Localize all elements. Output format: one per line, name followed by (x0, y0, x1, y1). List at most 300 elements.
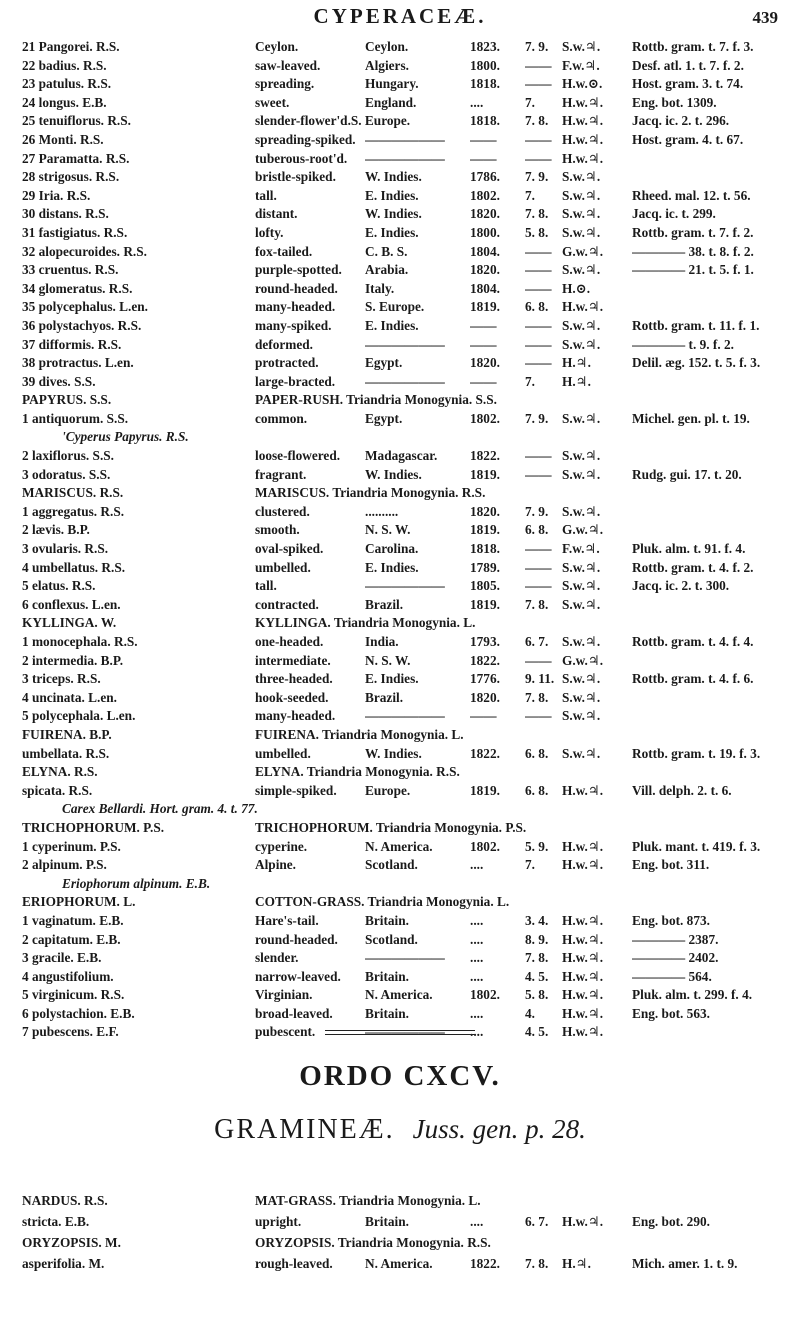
species-name: spicata. R.S. (22, 782, 93, 798)
year-introduced: 1776. (470, 671, 500, 687)
native-country: E. Indies. (365, 671, 419, 687)
english-name: intermediate. (255, 652, 331, 668)
culture-symbol: H.w.♃. (562, 1024, 604, 1040)
english-name: Hare's-tail. (255, 912, 319, 928)
species-name: 36 polystachyos. R.S. (22, 317, 142, 333)
culture-symbol: F.w.♃. (562, 541, 600, 557)
culture-symbol: S.w.♃. (562, 634, 601, 649)
year-introduced: .... (470, 931, 484, 947)
year-introduced: 1820. (470, 355, 500, 371)
species-name: 37 difformis. R.S. (22, 336, 122, 352)
native-country: —————— (365, 373, 445, 389)
figure-reference: Host. gram. 3. t. 74. (632, 76, 744, 92)
year-introduced: .... (470, 968, 484, 984)
culture-symbol: H.w.♃. (562, 113, 604, 129)
year-introduced: 1823. (470, 39, 500, 54)
year-introduced: 1793. (470, 634, 500, 649)
english-name: fragrant. (255, 466, 307, 482)
english-name: many-headed. (255, 708, 336, 724)
native-country: —————— (365, 131, 445, 147)
species-row (0, 243, 800, 262)
culture-symbol: S.w.♃. (562, 559, 601, 575)
culture-symbol: H.w.♃. (562, 838, 604, 854)
species-name: 2 alpinum. P.S. (22, 857, 107, 873)
section-rule-bottom (325, 1034, 475, 1035)
figure-reference: ———— 564. (632, 968, 712, 984)
year-introduced: 1819. (470, 782, 500, 798)
species-name: 39 dives. S.S. (22, 373, 96, 389)
species-row (0, 1005, 800, 1024)
figure-reference: Desf. atl. 1. t. 7. f. 2. (632, 57, 744, 73)
species-name: 2 laxiflorus. S.S. (22, 448, 114, 464)
genus-classification: FUIRENA. Triandria Monogynia. L. (255, 726, 464, 742)
flowering-months: —— (525, 559, 552, 575)
species-name: 2 capitatum. E.B. (22, 931, 121, 947)
genus-classification: KYLLINGA. Triandria Monogynia. L. (255, 615, 476, 631)
native-country: England. (365, 94, 417, 110)
year-introduced: 1819. (470, 466, 500, 482)
species-name: 33 cruentus. R.S. (22, 262, 119, 278)
genus-row (0, 893, 800, 912)
year-introduced: —— (470, 150, 497, 166)
english-name: round-headed. (255, 280, 338, 296)
species-row (0, 912, 800, 931)
culture-symbol: H.w.♃. (562, 931, 604, 947)
year-introduced: —— (470, 336, 497, 352)
english-name: hook-seeded. (255, 689, 329, 705)
year-introduced: 1819. (470, 299, 500, 315)
native-country: W. Indies. (365, 745, 422, 761)
genus-name: NARDUS. R.S. (22, 1193, 108, 1208)
genus-classification: PAPER-RUSH. Triandria Monogynia. S.S. (255, 392, 497, 408)
native-country: W. Indies. (365, 169, 422, 185)
genus-name: FUIRENA. B.P. (22, 726, 112, 742)
year-introduced: 1822. (470, 745, 500, 761)
species-name: 27 Paramatta. R.S. (22, 150, 130, 166)
flowering-months: 6. 8. (525, 782, 549, 798)
figure-reference: ———— t. 9. f. 2. (632, 336, 734, 352)
flowering-months: 7. (525, 187, 535, 203)
running-title: CYPERACEÆ. (313, 4, 487, 28)
species-row (0, 745, 800, 764)
species-row (0, 205, 800, 224)
species-name: 4 umbellatus. R.S. (22, 559, 126, 575)
culture-symbol: H.♃. (562, 373, 591, 389)
flowering-months: 7. 9. (525, 169, 549, 185)
flowering-months: 4. (525, 1005, 535, 1021)
species-row (0, 373, 800, 392)
species-table-gramineae (0, 1190, 800, 1274)
species-row (0, 150, 800, 169)
native-country: N. America. (365, 987, 433, 1003)
year-introduced: 1804. (470, 280, 500, 296)
flowering-months: —— (525, 150, 552, 166)
english-name: lofty. (255, 224, 284, 240)
native-country: W. Indies. (365, 206, 422, 222)
culture-symbol: S.w.♃. (562, 187, 601, 203)
species-row (0, 1253, 800, 1274)
species-row (0, 187, 800, 206)
genus-row (0, 1190, 800, 1211)
native-country: N. S. W. (365, 522, 411, 538)
species-name: stricta. E.B. (22, 1214, 90, 1229)
flowering-months: —— (525, 57, 552, 73)
flowering-months: —— (525, 448, 552, 464)
species-name: 6 conflexus. L.en. (22, 596, 121, 612)
species-row (0, 986, 800, 1005)
year-introduced: 1822. (470, 1256, 500, 1271)
native-country: Egypt. (365, 355, 403, 371)
family-name: GRAMINEÆ. (214, 1114, 395, 1145)
flowering-months: 7. 8. (525, 1256, 549, 1271)
species-name: 26 Monti. R.S. (22, 131, 104, 147)
flowering-months: 7. 9. (525, 503, 549, 519)
year-introduced: 1800. (470, 224, 500, 240)
native-country: N. America. (365, 1256, 433, 1271)
native-country: Brazil. (365, 596, 404, 612)
year-introduced: 1802. (470, 838, 500, 854)
species-row (0, 1211, 800, 1232)
culture-symbol: H.w.⊙. (562, 76, 603, 92)
english-name: sweet. (255, 94, 290, 110)
genus-classification: MARISCUS. Triandria Monogynia. R.S. (255, 485, 486, 501)
year-introduced: 1802. (470, 187, 500, 203)
figure-reference: Rottb. gram. t. 7. f. 3. (632, 39, 754, 54)
year-introduced: —— (470, 373, 497, 389)
native-country: N. S. W. (365, 652, 411, 668)
species-name: umbellata. R.S. (22, 745, 110, 761)
native-country: Scotland. (365, 931, 418, 947)
english-name: rough-leaved. (255, 1256, 333, 1271)
species-row (0, 540, 800, 559)
flowering-months: 7. 8. (525, 113, 549, 129)
culture-symbol: H.w.♃. (562, 1005, 604, 1021)
figure-reference: Host. gram. 4. t. 67. (632, 131, 744, 147)
synonym-row (0, 800, 800, 819)
species-name: 5 elatus. R.S. (22, 578, 96, 594)
flowering-months: 6. 8. (525, 522, 549, 538)
species-name: 29 Iria. R.S. (22, 187, 91, 203)
culture-symbol: S.w.♃. (562, 503, 601, 519)
figure-reference: Pluk. mant. t. 419. f. 3. (632, 838, 761, 854)
figure-reference: Jacq. ic. 2. t. 300. (632, 578, 730, 594)
year-introduced: 1804. (470, 243, 500, 259)
flowering-months: 7. (525, 373, 535, 389)
flowering-months: 7. 9. (525, 39, 549, 54)
flowering-months: 6. 7. (525, 1214, 549, 1229)
flowering-months: —— (525, 131, 552, 147)
figure-reference: ———— 2402. (632, 950, 719, 966)
figure-reference: Jacq. ic. 2. t. 296. (632, 113, 730, 129)
culture-symbol: S.w.♃. (562, 206, 601, 222)
species-name: 38 protractus. L.en. (22, 355, 134, 371)
year-introduced: .... (470, 1024, 484, 1040)
species-name: 3 triceps. R.S. (22, 671, 101, 687)
species-name: 4 angustifolium. (22, 968, 114, 984)
culture-symbol: H.w.♃. (562, 987, 604, 1003)
genus-classification: ELYNA. Triandria Monogynia. R.S. (255, 764, 460, 780)
year-introduced: 1819. (470, 596, 500, 612)
native-country: Italy. (365, 280, 395, 296)
culture-symbol: H.w.♃. (562, 950, 604, 966)
culture-symbol: H.w.♃. (562, 150, 604, 166)
english-name: one-headed. (255, 634, 324, 649)
figure-reference: Rottb. gram. t. 4. f. 6. (632, 671, 754, 687)
native-country: W. Indies. (365, 466, 422, 482)
species-name: 22 badius. R.S. (22, 57, 107, 73)
native-country: Carolina. (365, 541, 419, 557)
figure-reference: Vill. delph. 2. t. 6. (632, 782, 732, 798)
species-row (0, 782, 800, 801)
native-country: Egypt. (365, 410, 403, 426)
family-heading (0, 1114, 800, 1146)
figure-reference: Eng. bot. 311. (632, 857, 710, 873)
species-row (0, 354, 800, 373)
figure-reference: Rheed. mal. 12. t. 56. (632, 187, 751, 203)
culture-symbol: S.w.♃. (562, 448, 601, 464)
year-introduced: 1800. (470, 57, 500, 73)
species-row (0, 968, 800, 987)
figure-reference: Rottb. gram. t. 4. f. 2. (632, 559, 754, 575)
species-name: 4 uncinata. L.en. (22, 689, 117, 705)
english-name: bristle-spiked. (255, 169, 336, 185)
english-name: umbelled. (255, 745, 311, 761)
species-name: 3 gracile. E.B. (22, 950, 102, 966)
year-introduced: 1818. (470, 76, 500, 92)
figure-reference: Rottb. gram. t. 4. f. 4. (632, 634, 754, 649)
native-country: Scotland. (365, 857, 418, 873)
flowering-months: —— (525, 578, 552, 594)
native-country: —————— (365, 1024, 445, 1040)
flowering-months: 8. 9. (525, 931, 549, 947)
culture-symbol: H.w.♃. (562, 782, 604, 798)
figure-reference: Delil. æg. 152. t. 5. f. 3. (632, 355, 761, 371)
english-name: clustered. (255, 503, 310, 519)
culture-symbol: G.w.♃. (562, 243, 604, 259)
species-table-cyperaceae (0, 38, 800, 1042)
flowering-months: —— (525, 541, 552, 557)
species-row (0, 503, 800, 522)
culture-symbol: H.w.♃. (562, 131, 604, 147)
native-country: Algiers. (365, 57, 409, 73)
culture-symbol: S.w.♃. (562, 336, 601, 352)
english-name: simple-spiked. (255, 782, 337, 798)
flowering-months: —— (525, 708, 552, 724)
year-introduced: 1820. (470, 262, 500, 278)
year-introduced: 1802. (470, 987, 500, 1003)
species-row (0, 298, 800, 317)
flowering-months: 4. 5. (525, 968, 549, 984)
english-name: distant. (255, 206, 298, 222)
figure-reference: Michel. gen. pl. t. 19. (632, 410, 750, 426)
flowering-months: 7. 8. (525, 689, 549, 705)
genus-row (0, 484, 800, 503)
genus-name: TRICHOPHORUM. P.S. (22, 819, 165, 835)
species-row (0, 38, 800, 57)
figure-reference: Eng. bot. 290. (632, 1214, 710, 1229)
species-name: 1 antiquorum. S.S. (22, 410, 129, 426)
genus-classification: TRICHOPHORUM. Triandria Monogynia. P.S. (255, 819, 527, 835)
species-row (0, 931, 800, 950)
genus-row (0, 763, 800, 782)
flowering-months: —— (525, 652, 552, 668)
year-introduced: .... (470, 950, 484, 966)
species-row (0, 410, 800, 429)
species-row (0, 521, 800, 540)
species-row (0, 949, 800, 968)
flowering-months: —— (525, 355, 552, 371)
species-name: 1 cyperinum. P.S. (22, 838, 121, 854)
genus-name: MARISCUS. R.S. (22, 485, 124, 501)
figure-reference: Mich. amer. 1. t. 9. (632, 1256, 738, 1271)
figure-reference: Eng. bot. 873. (632, 912, 710, 928)
species-row (0, 261, 800, 280)
culture-symbol: H.w.♃. (562, 299, 604, 315)
species-name: 2 lævis. B.P. (22, 522, 90, 538)
year-introduced: —— (470, 317, 497, 333)
english-name: spreading. (255, 76, 315, 92)
culture-symbol: S.w.♃. (562, 317, 601, 333)
native-country: Ceylon. (365, 39, 409, 54)
english-name: round-headed. (255, 931, 338, 947)
flowering-months: 4. 5. (525, 1024, 549, 1040)
culture-symbol: S.w.♃. (562, 689, 601, 705)
native-country: —————— (365, 950, 445, 966)
species-row (0, 652, 800, 671)
year-introduced: 1818. (470, 113, 500, 129)
flowering-months: 6. 8. (525, 299, 549, 315)
species-row (0, 559, 800, 578)
year-introduced: 1818. (470, 541, 500, 557)
culture-symbol: H.w.♃. (562, 94, 604, 110)
flowering-months: 5. 8. (525, 224, 549, 240)
english-name: cyperine. (255, 838, 308, 854)
species-name: 2 intermedia. B.P. (22, 652, 124, 668)
page-number: 439 (752, 8, 778, 27)
species-name: 35 polycephalus. L.en. (22, 299, 148, 315)
english-name: Ceylon. (255, 39, 299, 54)
species-row (0, 1023, 800, 1042)
genus-row (0, 819, 800, 838)
figure-reference: ———— 38. t. 8. f. 2. (632, 243, 754, 259)
english-name: common. (255, 410, 308, 426)
species-name: 34 glomeratus. R.S. (22, 280, 133, 296)
native-country: Madagascar. (365, 448, 438, 464)
english-name: Alpine. (255, 857, 297, 873)
flowering-months: —— (525, 336, 552, 352)
english-name: saw-leaved. (255, 57, 321, 73)
species-name: 28 strigosus. R.S. (22, 169, 120, 185)
year-introduced: .... (470, 94, 484, 110)
native-country: N. America. (365, 838, 433, 854)
species-name: 3 ovularis. R.S. (22, 541, 109, 557)
figure-reference: Rudg. gui. 17. t. 20. (632, 466, 742, 482)
native-country: E. Indies. (365, 317, 419, 333)
genus-classification: MAT-GRASS. Triandria Monogynia. L. (255, 1193, 481, 1208)
species-row (0, 168, 800, 187)
species-row (0, 131, 800, 150)
species-row (0, 838, 800, 857)
figure-reference: ———— 21. t. 5. f. 1. (632, 262, 754, 278)
year-introduced: 1822. (470, 652, 500, 668)
native-country: Britain. (365, 912, 409, 928)
species-name: 25 tenuiflorus. R.S. (22, 113, 131, 129)
figure-reference: Pluk. alm. t. 91. f. 4. (632, 541, 746, 557)
native-country: Hungary. (365, 76, 419, 92)
native-country: —————— (365, 708, 445, 724)
native-country: Arabia. (365, 262, 409, 278)
species-row (0, 57, 800, 76)
genus-name: ERIOPHORUM. L. (22, 894, 136, 910)
english-name: tall. (255, 187, 277, 203)
section-rule-top (325, 1030, 475, 1031)
native-country: C. B. S. (365, 243, 408, 259)
native-country: Britain. (365, 1005, 409, 1021)
culture-symbol: S.w.♃. (562, 39, 601, 54)
family-authority: Juss. gen. p. 28. (412, 1114, 586, 1144)
flowering-months: —— (525, 466, 552, 482)
figure-reference: ———— 2387. (632, 931, 719, 947)
culture-symbol: S.w.♃. (562, 262, 601, 278)
culture-symbol: H.♃. (562, 1256, 591, 1271)
native-country: .......... (365, 503, 399, 519)
species-row (0, 577, 800, 596)
english-name: broad-leaved. (255, 1005, 333, 1021)
culture-symbol: S.w.♃. (562, 169, 601, 185)
native-country: —————— (365, 578, 445, 594)
culture-symbol: H.w.♃. (562, 968, 604, 984)
flowering-months: —— (525, 262, 552, 278)
genus-name: ELYNA. R.S. (22, 764, 98, 780)
english-name: slender-flower'd.S. Europe. (255, 113, 411, 129)
page-header (0, 4, 800, 32)
year-introduced: 1820. (470, 206, 500, 222)
species-name: 7 pubescens. E.F. (22, 1024, 119, 1040)
year-introduced: 1805. (470, 578, 500, 594)
species-name: 5 virginicum. R.S. (22, 987, 125, 1003)
native-country: Britain. (365, 1214, 409, 1229)
english-name: Virginian. (255, 987, 313, 1003)
flowering-months: 6. 7. (525, 634, 549, 649)
species-name: 23 patulus. R.S. (22, 76, 112, 92)
native-country: Britain. (365, 968, 409, 984)
species-row (0, 280, 800, 299)
year-introduced: .... (470, 912, 484, 928)
figure-reference: Rottb. gram. t. 11. f. 1. (632, 317, 760, 333)
flowering-months: 6. 8. (525, 745, 549, 761)
species-name: 24 longus. E.B. (22, 94, 107, 110)
english-name: protracted. (255, 355, 319, 371)
figure-reference: Rottb. gram. t. 7. f. 2. (632, 224, 754, 240)
english-name: oval-spiked. (255, 541, 324, 557)
native-country: —————— (365, 150, 445, 166)
genus-row (0, 726, 800, 745)
english-name: three-headed. (255, 671, 333, 687)
flowering-months: 5. 9. (525, 838, 549, 854)
flowering-months: 3. 4. (525, 912, 549, 928)
figure-reference: Pluk. alm. t. 299. f. 4. (632, 987, 753, 1003)
culture-symbol: S.w.♃. (562, 410, 601, 426)
species-row (0, 94, 800, 113)
native-country: Europe. (365, 782, 411, 798)
species-name: 1 vaginatum. E.B. (22, 912, 124, 928)
species-name: 31 fastigiatus. R.S. (22, 224, 128, 240)
species-name: 21 Pangorei. R.S. (22, 39, 120, 54)
genus-name: KYLLINGA. W. (22, 615, 117, 631)
native-country: E. Indies. (365, 559, 419, 575)
species-row (0, 466, 800, 485)
english-name: pubescent. (255, 1024, 316, 1040)
